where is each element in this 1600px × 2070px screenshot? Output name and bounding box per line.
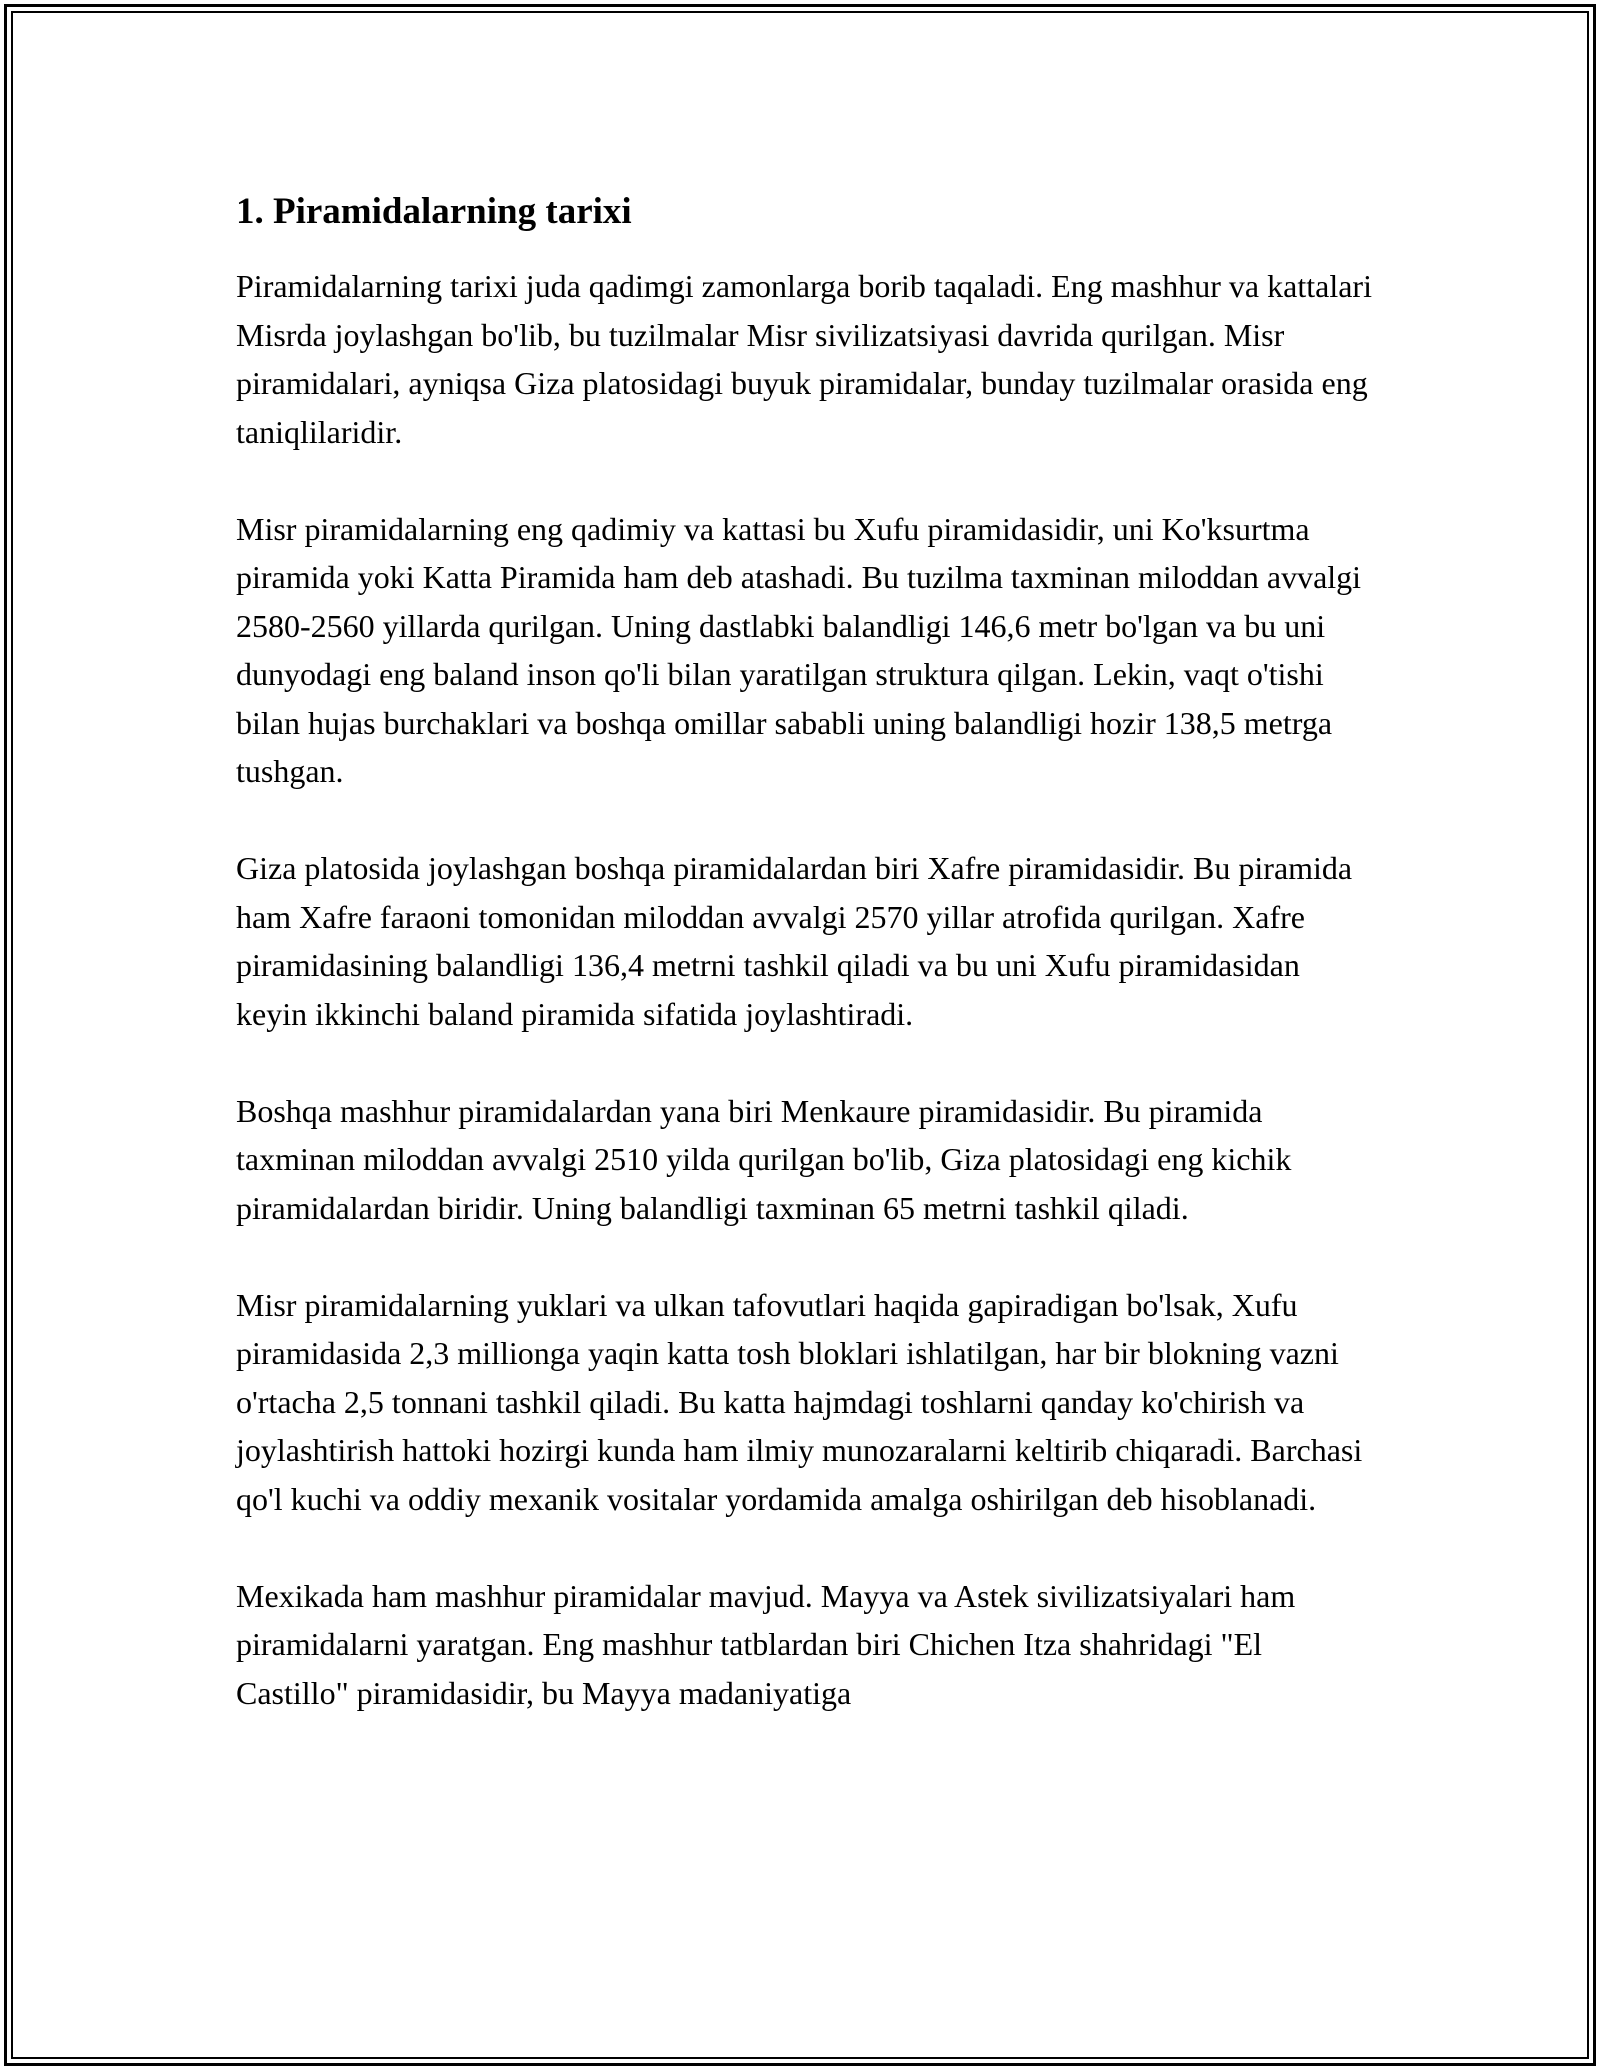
- paragraph-3: Giza platosida joylashgan boshqa piramidalardan biri Xafre piramidasidir. Bu piramida ham Xafre faraoni tomonidan miloddan avvalgi 2570 yillar atrofida qurilgan. Xafre piramidasining balandligi 136,4 metrni tashkil qiladi va bu uni Xufu piramidasidan keyin ikkinchi baland piramida sifatida joylashtiradi.: [236, 850, 1353, 1032]
- document-body: [236, 186, 1376, 1766]
- paragraph-6: Mexikada ham mashhur piramidalar mavjud. Mayya va Astek sivilizatsiyalari ham piramidalarni yaratgan. Eng mashhur tatblardan biri Chichen Itza shahridagi "El Castillo" piramidasidir, bu Mayya madaniyatiga: [236, 1577, 1296, 1711]
- paragraph-1: Piramidalarning tarixi juda qadimgi zamonlarga borib taqaladi. Eng mashhur va kattalari Misrda joylashgan bo'lib, bu tuzilmalar Misr sivilizatsiyasi davrida qurilgan. Misr piramidalari, ayniqsa Giza platosidagi buyuk piramidalar, bunday tuzilmalar orasida eng taniqlilaridir.: [236, 268, 1372, 450]
- paragraph-2: Misr piramidalarning eng qadimiy va kattasi bu Xufu piramidasidir, uni Ko'ksurtma piramida yoki Katta Piramida ham deb atashadi. Bu tuzilma taxminan miloddan avvalgi 2580-2560 yillarda qurilgan. Uning dastlabki balandligi 146,6 metr bo'lgan va bu uni dunyodagi eng baland inson qo'li bilan yaratilgan struktura qilgan. Lekin, vaqt o'tishi bilan hujas burchaklari va boshqa omillar sababli uning balandligi hozir 138,5 metrga tushgan.: [236, 510, 1362, 789]
- paragraph-5: Misr piramidalarning yuklari va ulkan tafovutlari haqida gapiradigan bo'lsak, Xufu piramidasida 2,3 millionga yaqin katta tosh bloklari ishlatilgan, har bir blokning vazni o'rtacha 2,5 tonnani tashkil qiladi. Bu katta hajmdagi toshlarni qanday ko'chirish va joylashtirish hattoki hozirgi kunda ham ilmiy munozaralarni keltirib chiqaradi. Barchasi qo'l kuchi va oddiy mexanik vositalar yordamida amalga oshirilgan deb hisoblanadi.: [236, 1286, 1363, 1517]
- paragraph-4: Boshqa mashhur piramidalardan yana biri Menkaure piramidasidir. Bu piramida taxminan miloddan avvalgi 2510 yilda qurilgan bo'lib, Giza platosidagi eng kichik piramidalardan biridir. Uning balandligi taxminan 65 metrni tashkil qiladi.: [236, 1092, 1292, 1226]
- section-title: 1. Piramidalarning tarixi: [236, 191, 632, 232]
